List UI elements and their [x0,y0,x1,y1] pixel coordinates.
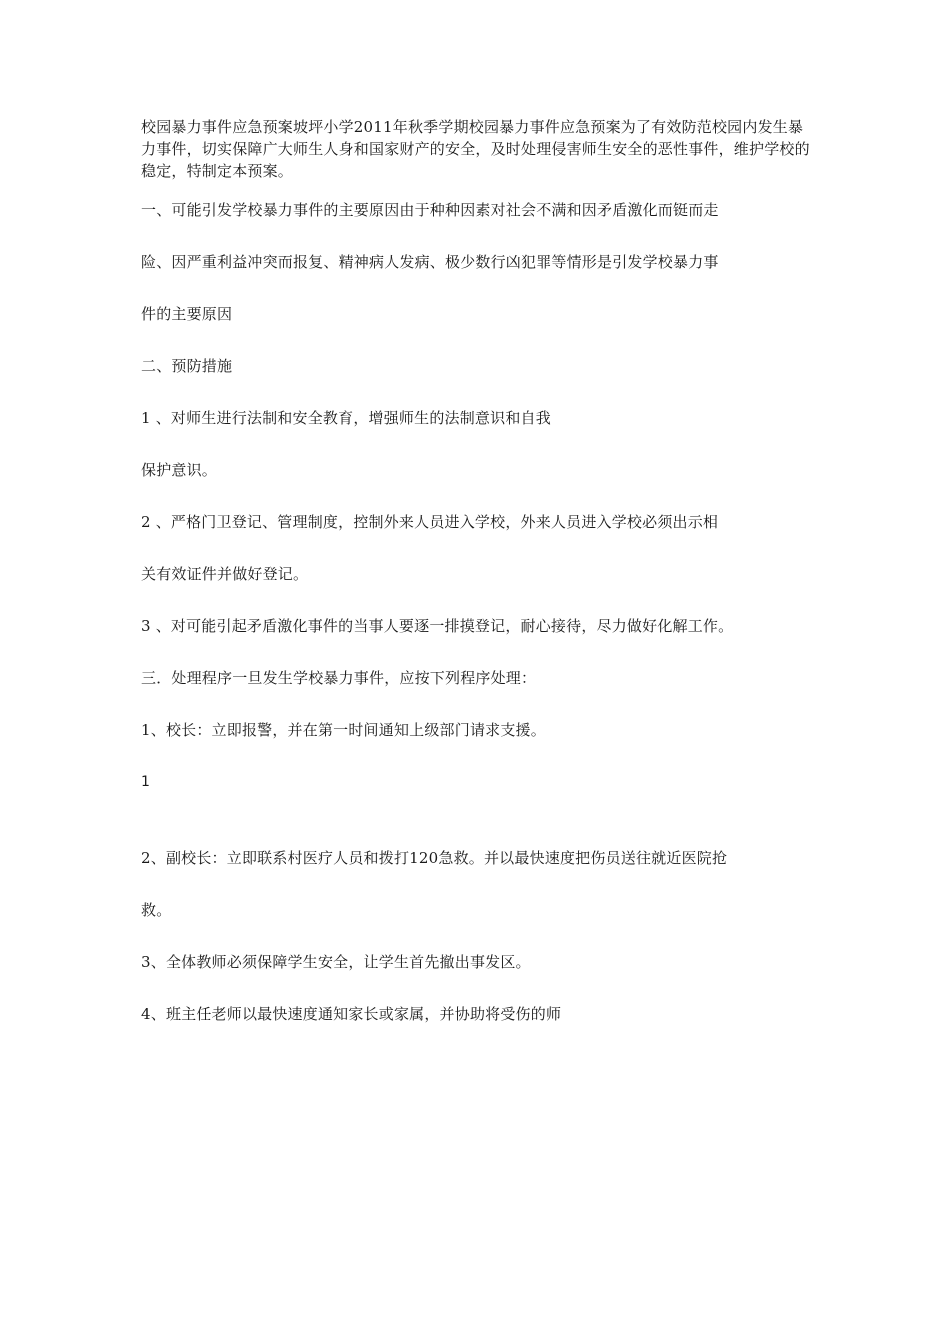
intro-paragraph: 校园暴力事件应急预案坡坪小学2011年秋季学期校园暴力事件应急预案为了有效防范校园内发生暴力事件，切实保障广大师生人身和国家财产的安全，及时处理侵害师生安全的恶性事件，维护学校的稳定，特制定本预案。 [141,118,810,180]
cause-line-1: 一、可能引发学校暴力事件的主要原因由于种种因素对社会不满和因矛盾激化而铤而走 [141,201,719,219]
procedure-item-3: 3、全体教师必须保障学生安全，让学生首先撤出事发区。 [141,953,531,971]
prevention-item-2-line-1: 2 、严格门卫登记、管理制度，控制外来人员进入学校，外来人员进入学校必须出示相 [141,513,719,531]
prevention-item-1-line-1: 1 、对师生进行法制和安全教育，增强师生的法制意识和自我 [141,409,551,427]
procedure-item-1: 1、校长：立即报警，并在第一时间通知上级部门请求支援。 [141,721,546,739]
document-body [141,116,813,1024]
section-procedure-heading: 三．处理程序一旦发生学校暴力事件，应按下列程序处理： [141,669,537,687]
procedure-item-2-line-1: 2、副校长：立即联系村医疗人员和拨打120急救。并以最快速度把伤员送往就近医院抢 [141,849,728,867]
procedure-item-2-line-2: 救。 [141,901,172,919]
prevention-item-2-line-2: 关有效证件并做好登记。 [141,565,309,583]
cause-line-3: 件的主要原因 [141,305,233,323]
cause-line-2: 险、因严重利益冲突而报复、精神病人发病、极少数行凶犯罪等情形是引发学校暴力事 [141,253,719,271]
section-prevention-heading: 二、预防措施 [141,357,233,375]
page-number: 1 [141,774,151,790]
prevention-item-3: 3 、对可能引起矛盾激化事件的当事人要逐一排摸登记，耐心接待，尽力做好化解工作。 [141,617,734,635]
prevention-item-1-line-2: 保护意识。 [141,461,218,479]
procedure-item-4: 4、班主任老师以最快速度通知家长或家属，并协助将受伤的师 [141,1005,562,1023]
